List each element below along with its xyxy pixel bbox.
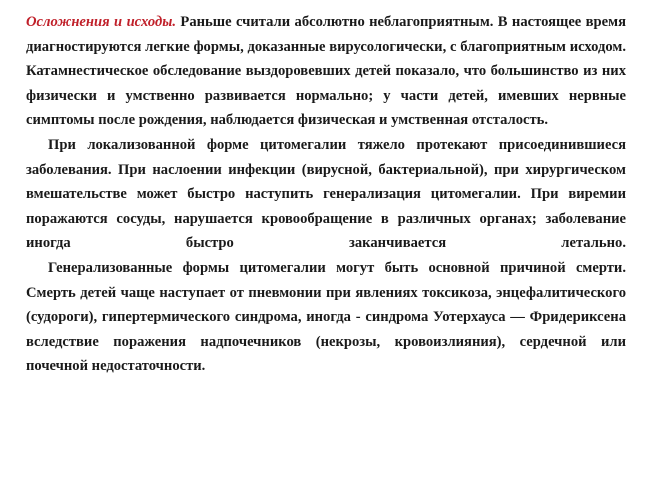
document-body	[26, 10, 626, 379]
paragraph-text: Раньше считали абсолютно неблагоприятным. В настоящее время диагностируются легкие формы, доказанные вирусологически, с благоприятным исходом. Катамнестическое обследование выздоровевших детей показало, что большинство из них физически и умственно развивается нормально; у части детей, имевших нервные симптомы после рождения, наблюдается физическая и умственная отсталость.	[26, 14, 626, 129]
paragraph-complications	[26, 10, 626, 133]
paragraph-text: Генерализованные формы цитомегалии могут быть основной причиной смерти. Смерть детей чаще наступает от пневмонии при явлениях токсикоза, энцефалитического (судороги), гипертермического синдрома, иногда - синдрома Уотерхауса — Фридериксена вследствие поражения надпочечников (некрозы, кровоизлияния), сердечной или почечной недостаточности.	[26, 259, 626, 375]
section-lead-heading: Осложнения и исходы.	[26, 14, 177, 30]
paragraph-generalized-form	[26, 256, 626, 379]
paragraph-text: При локализованной форме цитомегалии тяжело протекают присоединившиеся заболевания. При наслоении инфекции (вирусной, бактериальной), при хирургическом вмешательстве может быстро наступить генерализация цитомегалии. При виремии поражаются сосуды, нарушается кровообращение в различных органах; заболевание иногда быстро заканчивается летально.	[26, 136, 626, 252]
paragraph-localized-form	[26, 133, 626, 256]
